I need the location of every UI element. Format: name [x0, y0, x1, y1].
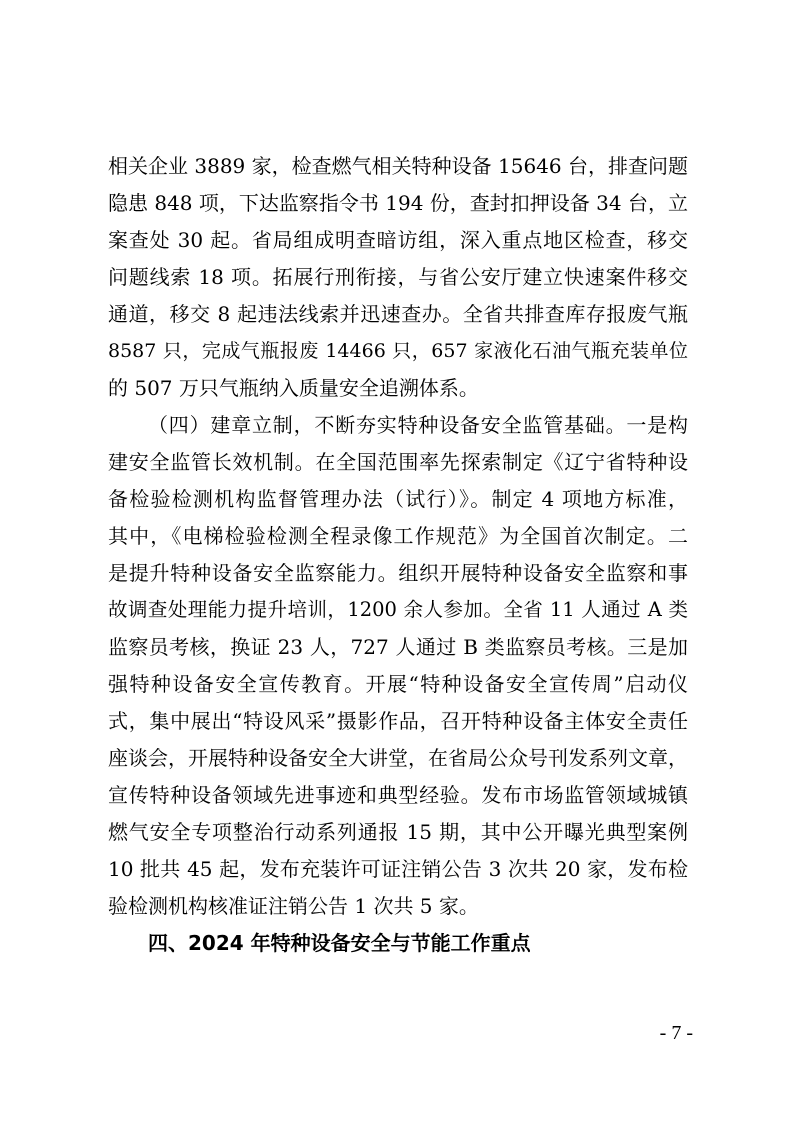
section-heading: 四、2024 年特种设备安全与节能工作重点 [148, 931, 531, 955]
paragraph-first-line: （四）建章立制，不断夯实特种设备安全监管基础。一是构 [148, 413, 688, 437]
body-text-line: 宣传特种设备领域先进事迹和典型经验。发布市场监管领域城镇 [108, 783, 688, 807]
body-text-line: 故调查处理能力提升培训，1200 余人参加。全省 11 人通过 A 类 [108, 598, 688, 621]
body-text-line: 8587 只，完成气瓶报废 14466 只，657 家液化石油气瓶充装单位 [108, 340, 688, 362]
body-text-line: 其中，《电梯检验检测全程录像工作规范》为全国首次制定。二 [108, 524, 688, 548]
body-text-line: 座谈会，开展特种设备安全大讲堂，在省局公众号刊发系列文章， [108, 746, 688, 770]
body-text-line: 10 批共 45 起，发布充装许可证注销公告 3 次共 20 家，发布检 [108, 857, 688, 881]
body-text-line: 相关企业 3889 家，检查燃气相关特种设备 15646 台，排查问题 [108, 154, 688, 178]
body-text-line: 备检验检测机构监督管理办法（试行）》。制定 4 项地方标准， [108, 487, 688, 511]
body-text-line: 案查处 30 起。省局组成明查暗访组，深入重点地区检查，移交 [108, 228, 688, 252]
body-text-line: 是提升特种设备安全监察能力。组织开展特种设备安全监察和事 [108, 561, 688, 585]
body-text-line: 监察员考核，换证 23 人，727 人通过 B 类监察员考核。三是加 [108, 635, 688, 659]
body-text-line: 式，集中展出“特设风采”摄影作品，召开特种设备主体安全责任 [108, 709, 688, 733]
body-text-line: 建安全监管长效机制。在全国范围率先探索制定《辽宁省特种设 [108, 450, 688, 474]
body-text-line: 验检测机构核准证注销公告 1 次共 5 家。 [108, 894, 479, 918]
body-text-line: 隐患 848 项，下达监察指令书 194 份，查封扣押设备 34 台，立 [108, 191, 688, 215]
body-text-line: 问题线索 18 项。拓展行刑衔接，与省公安厅建立快速案件移交 [108, 265, 688, 289]
body-text-line: 通道，移交 8 起违法线索并迅速查办。全省共排查库存报废气瓶 [108, 302, 688, 326]
body-text-line: 燃气安全专项整治行动系列通报 15 期，其中公开曝光典型案例 [108, 820, 688, 844]
body-text-line: 的 507 万只气瓶纳入质量安全追溯体系。 [108, 376, 479, 400]
body-text-line: 强特种设备安全宣传教育。开展“特种设备安全宣传周”启动仪 [108, 672, 688, 696]
page-number: - 7 - [659, 1022, 693, 1044]
